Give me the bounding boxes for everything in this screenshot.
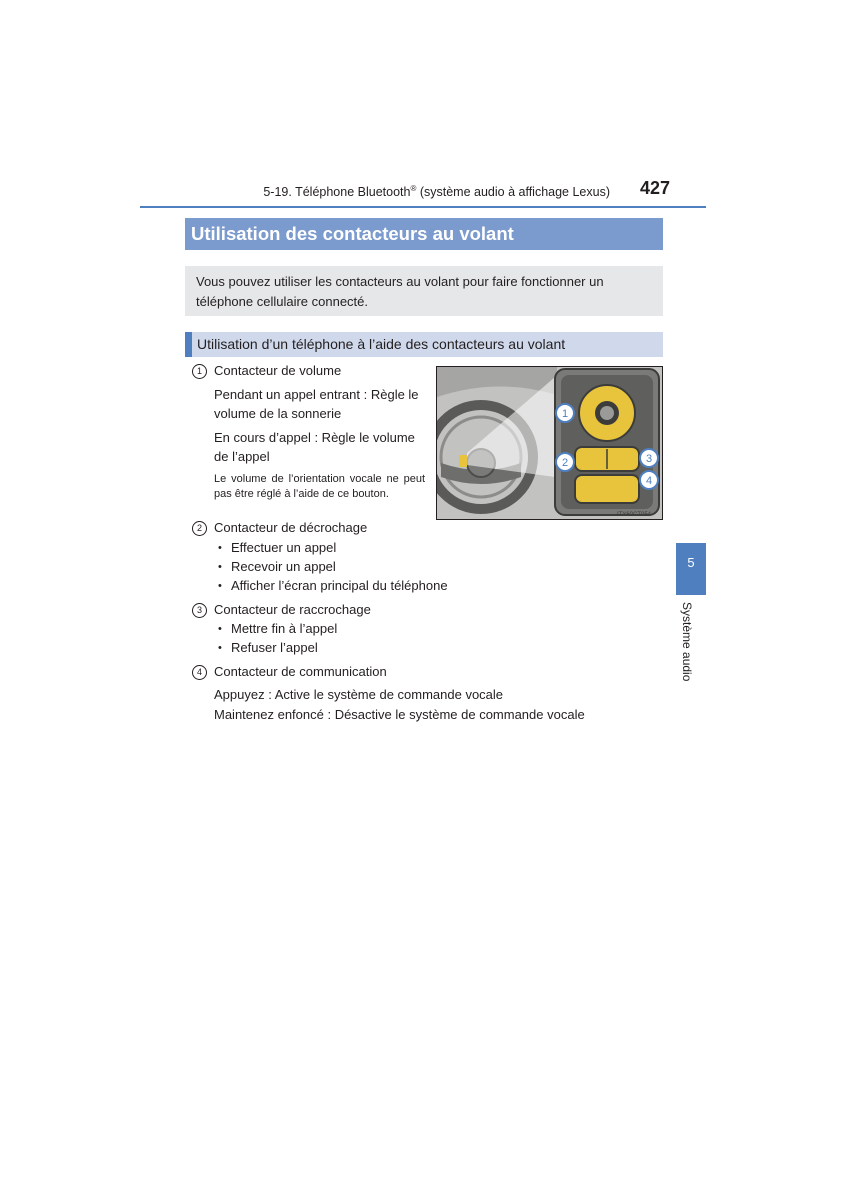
page-header: [140, 178, 706, 208]
section-title: Utilisation des contacteurs au volant: [191, 223, 514, 244]
bullet-item: • Effectuer un appel: [231, 540, 336, 556]
callout-4: 4: [645, 475, 653, 487]
item-1-note: Le volume de l’orientation vocale ne peut pas être réglé à l’aide de ce bouton.: [214, 473, 425, 500]
bullet-item: • Recevoir un appel: [231, 559, 336, 575]
bullet-item: • Refuser l’appel: [231, 640, 318, 656]
item-1-text-line: volume de la sonnerie: [214, 406, 342, 421]
callout-1: 1: [561, 408, 569, 420]
callout-2: 2: [561, 457, 569, 469]
subsection-bar: [185, 332, 663, 357]
chapter-number: 5: [687, 555, 695, 570]
item-4-text-line: Maintenez enfoncé : Désactive le système de commande vocale: [214, 707, 585, 722]
header-rule: [140, 206, 706, 208]
item-label-volume: Contacteur de volume: [214, 363, 342, 378]
item-label-talk: Contacteur de communication: [214, 664, 387, 679]
steering-wheel-illustration: [437, 367, 662, 519]
item-number-1: 1: [192, 364, 207, 379]
item-label-answer: Contacteur de décrochage: [214, 520, 368, 535]
intro-text: Vous pouvez utiliser les contacteurs au volant pour faire fonctionner un téléphone cellulaire connecté.: [196, 274, 604, 309]
callout-3: 3: [645, 453, 653, 465]
header-section: 5-19. Téléphone Bluetooth: [263, 185, 411, 200]
registered-mark: ®: [410, 184, 417, 193]
bullet-item: • Mettre fin à l’appel: [231, 621, 337, 637]
item-number-3: 3: [192, 603, 207, 618]
section-title-bar: [185, 218, 663, 250]
chapter-label: Système audio: [680, 602, 694, 682]
chapter-tab: [676, 543, 706, 595]
header-section-title: [263, 184, 610, 199]
item-label-hangup: Contacteur de raccrochage: [214, 602, 371, 617]
subsection-accent: [185, 332, 192, 357]
page-number: 427: [639, 178, 670, 198]
subsection-title: Utilisation d’un téléphone à l’aide des contacteurs au volant: [197, 336, 566, 352]
item-1-text-line: de l’appel: [214, 449, 270, 464]
item-1-text-line: Pendant un appel entrant : Règle le: [214, 387, 419, 402]
figure-code: ITY60CT054: [617, 512, 652, 518]
item-number-2: 2: [192, 521, 207, 536]
intro-box: [185, 266, 663, 316]
item-4-text-line: Appuyez : Active le système de commande vocale: [214, 687, 504, 702]
header-suffix: (système audio à affichage Lexus): [416, 185, 610, 200]
bullet-item: • Afficher l’écran principal du téléphone: [231, 578, 448, 594]
item-1-text-line: En cours d’appel : Règle le volume: [214, 430, 415, 445]
item-number-4: 4: [192, 665, 207, 680]
steering-wheel-figure: [436, 366, 663, 520]
